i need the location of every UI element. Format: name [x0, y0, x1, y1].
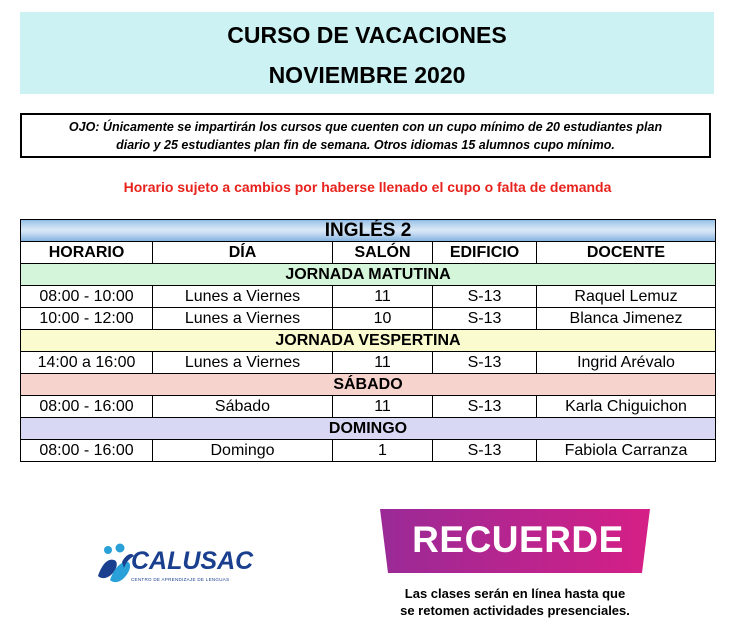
table-row [21, 396, 716, 418]
course-title: INGLÉS 2 [21, 220, 716, 242]
section-row [21, 374, 716, 396]
section-title: SÁBADO [21, 374, 716, 396]
reminder-line-1: Las clases serán en línea hasta que [404, 586, 626, 601]
section-row [21, 330, 716, 352]
notice-line-2: diario y 25 estudiantes plan fin de semana. Otros idiomas 15 alumnos cupo mínimo. [116, 138, 615, 152]
table-cell: S-13 [433, 308, 537, 330]
table-cell: Karla Chiguichon [537, 396, 716, 418]
notice-line-1: OJO: Únicamente se impartirán los cursos que cuenten con un cupo mínimo de 20 estudiantes plan [68, 120, 663, 134]
table-cell: Ingrid Arévalo [537, 352, 716, 374]
table-cell: 08:00 - 10:00 [21, 286, 153, 308]
table-cell: 10 [333, 308, 433, 330]
section-row [21, 264, 716, 286]
table-cell: Blanca Jimenez [537, 308, 716, 330]
schedule-warning: Horario sujeto a cambios por haberse llenado el cupo o falta de demanda [123, 179, 612, 195]
schedule-table [20, 219, 716, 462]
table-cell: 1 [333, 440, 433, 462]
table-cell: 11 [333, 352, 433, 374]
column-header: SALÓN [333, 242, 433, 264]
column-header: EDIFICIO [433, 242, 537, 264]
page-title: CURSO DE VACACIONES [227, 22, 507, 48]
table-cell: 08:00 - 16:00 [21, 396, 153, 418]
table-cell: S-13 [433, 396, 537, 418]
table-cell: Fabiola Carranza [537, 440, 716, 462]
page-subtitle: NOVIEMBRE 2020 [268, 62, 466, 88]
notice-box [20, 113, 711, 158]
logo-subtitle: CENTRO DE APRENDIZAJE DE LENGUAS [131, 577, 230, 582]
title-banner [20, 12, 714, 94]
section-row [21, 418, 716, 440]
column-header: DOCENTE [537, 242, 716, 264]
table-row [21, 440, 716, 462]
table-cell: Domingo [153, 440, 333, 462]
table-cell: Lunes a Viernes [153, 286, 333, 308]
table-row [21, 352, 716, 374]
table-cell: S-13 [433, 352, 537, 374]
column-header: HORARIO [21, 242, 153, 264]
table-cell: 10:00 - 12:00 [21, 308, 153, 330]
table-cell: Lunes a Viernes [153, 352, 333, 374]
table-cell: S-13 [433, 440, 537, 462]
table-cell: S-13 [433, 286, 537, 308]
table-cell: 11 [333, 286, 433, 308]
table-cell: Lunes a Viernes [153, 308, 333, 330]
section-title: JORNADA VESPERTINA [21, 330, 716, 352]
column-header: DÍA [153, 242, 333, 264]
table-cell: 14:00 a 16:00 [21, 352, 153, 374]
course-header-row [21, 220, 716, 242]
column-header-row [21, 242, 716, 264]
reminder-text [370, 585, 660, 619]
reminder-line-2: se retomen actividades presenciales. [400, 603, 630, 618]
reminder-label: RECUERDE [412, 519, 624, 560]
section-title: DOMINGO [21, 418, 716, 440]
table-cell: Raquel Lemuz [537, 286, 716, 308]
table-row [21, 308, 716, 330]
table-row [21, 286, 716, 308]
table-cell: 08:00 - 16:00 [21, 440, 153, 462]
section-title: JORNADA MATUTINA [21, 264, 716, 286]
table-cell: 11 [333, 396, 433, 418]
table-cell: Sábado [153, 396, 333, 418]
logo-wordmark: CALUSAC [131, 547, 254, 575]
